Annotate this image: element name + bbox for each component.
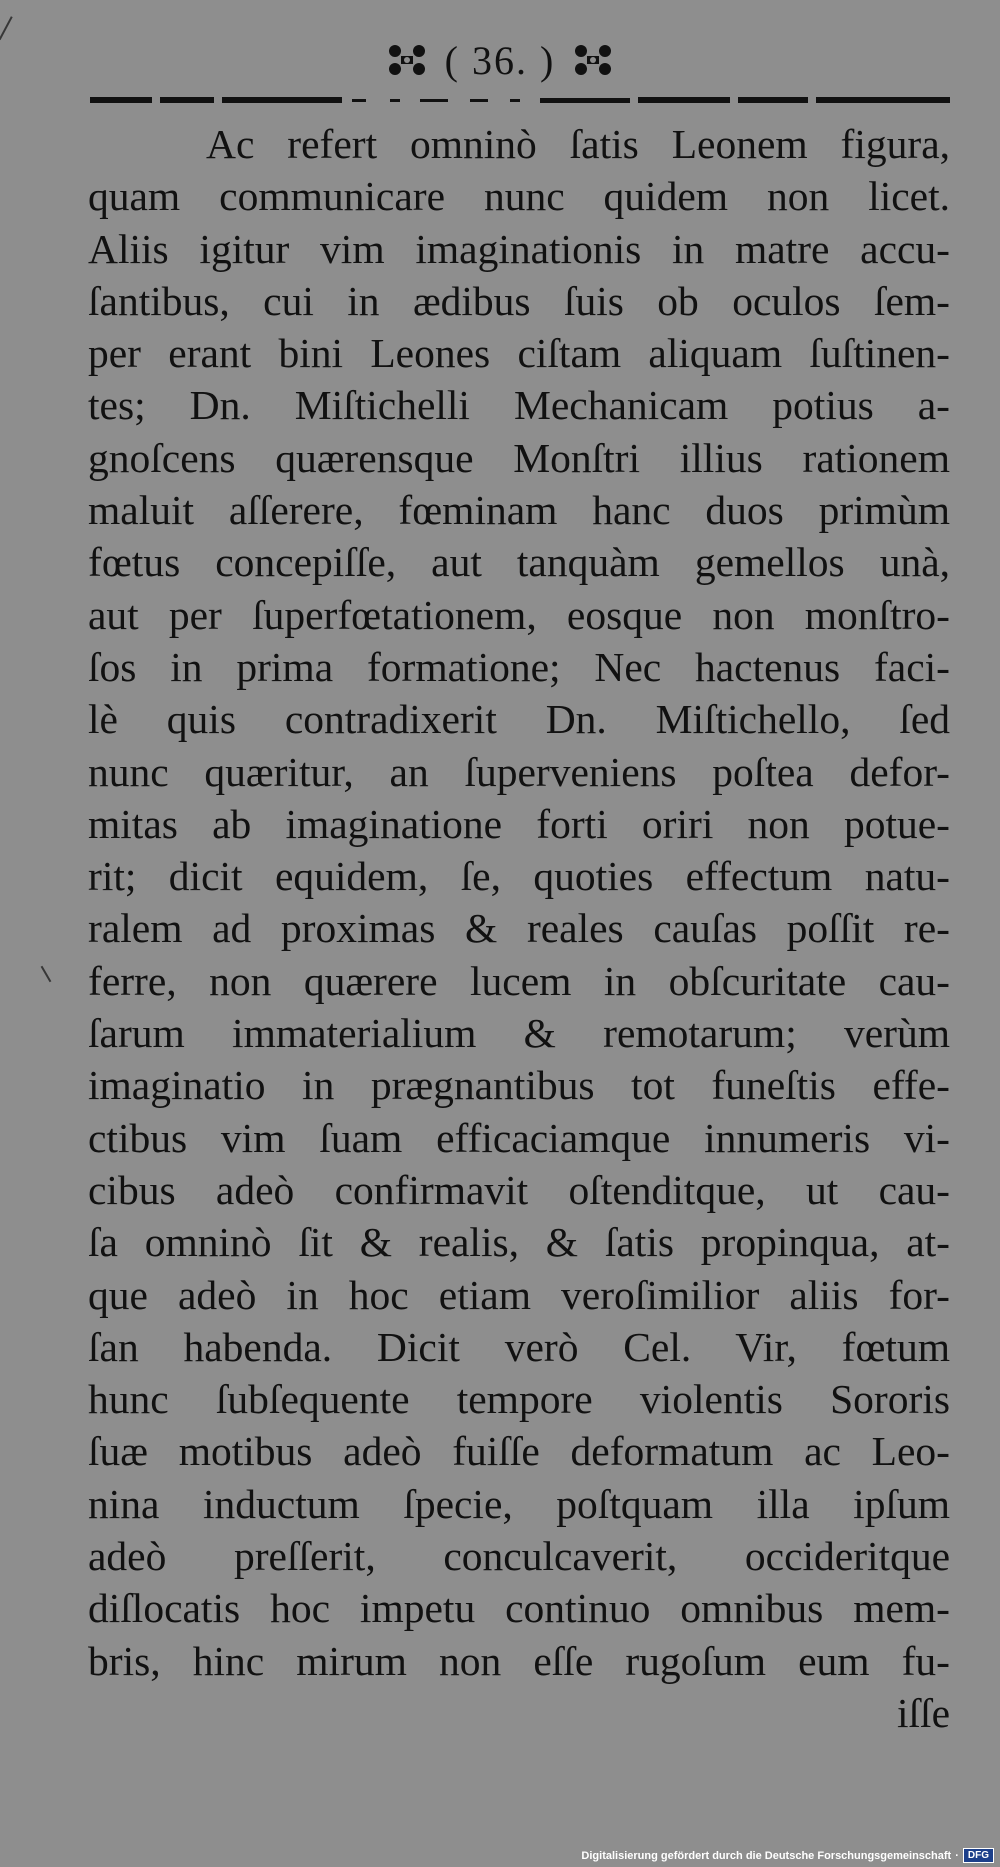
footer-credit [581, 1848, 994, 1863]
text-line: quam communicare nunc quidem non licet. [88, 173, 950, 220]
text-line: bris, hinc mirum non eſſe rugoſum eum fu- [88, 1637, 950, 1684]
text-line: aut per ſuperfœtationem, eosque non monſtro- [88, 591, 950, 638]
text-line: Aliis igitur vim imaginationis in matre accu- [88, 225, 950, 272]
text-line: per erant bini Leones ciſtam aliquam ſuſtinen- [88, 330, 950, 377]
text-line: nina inductum ſpecie, poſtquam illa ipſum [88, 1480, 950, 1527]
body-text [88, 118, 950, 1739]
text-line: ferre, non quærere lucem in obſcuritate cau- [88, 957, 950, 1004]
catchword: iſſe [896, 1689, 950, 1736]
text-line: cibus adeò confirmavit oſtenditque, ut cau- [88, 1166, 950, 1213]
text-line: maluit aſſerere, fœminam hanc duos primùm [88, 487, 950, 534]
footer-credit-text: Digitalisierung gefördert durch die Deutsche Forschungsgemeinschaft [581, 1849, 952, 1862]
left-ornament-icon [383, 39, 431, 81]
text-line: ſos in prima formatione; Nec hactenus faci- [88, 643, 950, 690]
text-line: tes; Dn. Miſtichelli Mechanicam potius a- [88, 382, 950, 429]
text-line: ſantibus, cui in ædibus ſuis ob oculos ſem- [88, 277, 950, 324]
text-line: gnoſcens quærensque Monſtri illius rationem [88, 434, 950, 481]
text-line: diſlocatis hoc impetu continuo omnibus mem- [88, 1585, 950, 1632]
header-rule [90, 96, 950, 104]
dfg-logo-icon[interactable]: DFG [963, 1848, 994, 1863]
text-line: nunc quæritur, an ſuperveniens poſtea defor- [88, 748, 950, 795]
text-line: que adeò in hoc etiam veroſimilior aliis for- [88, 1271, 950, 1318]
text-line: hunc ſubſequente tempore violentis Sororis [88, 1376, 950, 1423]
text-line: ſarum immaterialium & remotarum; verùm [88, 1010, 950, 1057]
text-line: mitas ab imaginatione forti oriri non potue- [88, 800, 950, 847]
margin-scan-mark [41, 966, 52, 983]
footer-separator: · [955, 1849, 959, 1862]
text-line: lè quis contradixerit Dn. Miſtichello, ſed [88, 696, 950, 743]
text-line: fœtus concepiſſe, aut tanquàm gemellos unà, [88, 539, 950, 586]
text-line: ctibus vim ſuam efficaciamque innumeris vi- [88, 1114, 950, 1161]
text-line: Ac refert omninò ſatis Leonem figura, [206, 121, 950, 167]
text-line: adeò preſſerit, conculcaverit, occideritque [88, 1533, 950, 1580]
text-line: ſuæ motibus adeò fuiſſe deformatum ac Leo- [88, 1428, 950, 1475]
text-line: ſan habenda. Dicit verò Cel. Vir, fœtum [88, 1323, 950, 1370]
page-number: ( 36. ) [444, 37, 556, 83]
text-line: ſa omninò ſit & realis, & ſatis propinqua, at- [88, 1219, 950, 1266]
text-line: ralem ad proximas & reales cauſas poſſit re- [88, 905, 950, 952]
text-line: rit; dicit equidem, ſe, quoties effectum natu- [88, 853, 950, 900]
text-line: imaginatio in prægnantibus tot funeſtis effe- [88, 1062, 950, 1109]
right-ornament-icon [569, 39, 617, 81]
page-header [0, 30, 1000, 90]
